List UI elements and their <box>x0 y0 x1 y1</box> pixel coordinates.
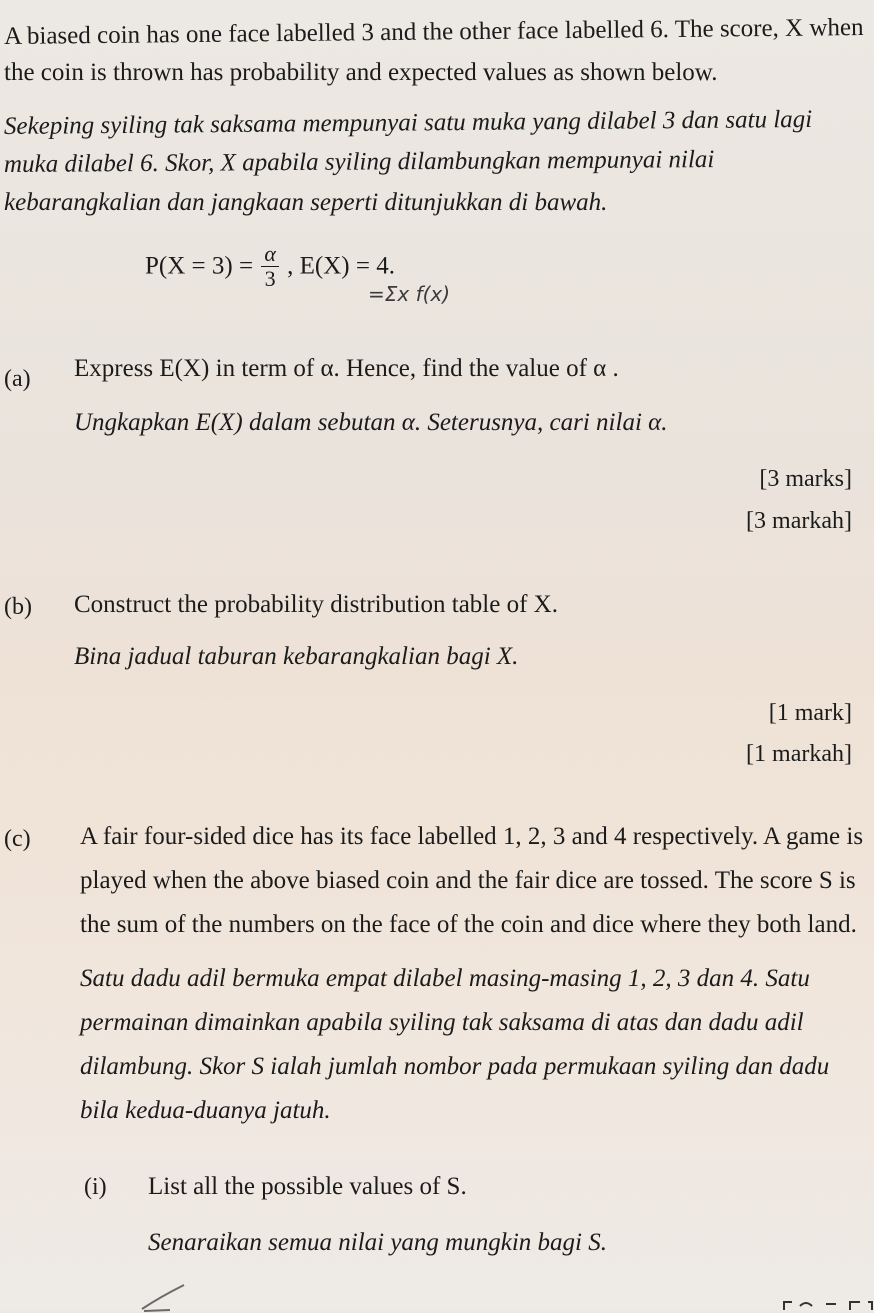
part-c-english-line-3: the sum of the numbers on the face of the coin and dice where they both land. <box>80 911 857 938</box>
part-a-marks-english: [3 marks] <box>759 466 852 492</box>
part-c-english-line-2: played when the above biased coin and the fair dice are tossed. The score S is <box>80 867 856 894</box>
intro-malay-line-2: muka dilabel 6. Skor, X apabila syiling dilambungkan mempunyai nilai <box>3 146 715 178</box>
part-c-i-malay: Senaraikan semua nilai yang mungkin bagi S. <box>148 1229 607 1256</box>
part-b-label: (b) <box>4 594 32 620</box>
part-a-label: (a) <box>4 366 31 392</box>
part-a-english: Express E(X) in term of α. Hence, find the value of α . <box>74 355 619 382</box>
intro-english-line-1: A biased coin has one face labelled 3 and the other face labelled 6. The score, X when <box>3 13 864 50</box>
fraction-denominator: 3 <box>264 266 276 291</box>
probability-formula <box>145 242 395 302</box>
part-b-marks-english: [1 mark] <box>768 700 852 726</box>
part-c-malay-line-1: Satu dadu adil bermuka empat dilabel masing-masing 1, 2, 3 dan 4. Satu <box>80 965 810 992</box>
part-b-marks-malay: [1 markah] <box>746 741 852 767</box>
part-c-malay-line-4: bila kedua-duanya jatuh. <box>80 1097 331 1124</box>
part-c-malay-line-2: permainan dimainkan apabila syiling tak saksama di atas dan dadu adil <box>80 1009 804 1036</box>
fraction-numerator: α <box>261 242 279 267</box>
part-c-malay-line-3: dilambung. Skor S ialah jumlah nombor pada permukaan syiling dan dadu <box>80 1053 830 1080</box>
formula-rhs: , E(X) = 4. <box>287 252 395 280</box>
part-b-malay: Bina jadual taburan kebarangkalian bagi X. <box>74 643 519 670</box>
formula-fraction <box>261 242 279 291</box>
part-b-english: Construct the probability distribution table of X. <box>74 591 558 618</box>
intro-malay-line-1: Sekeping syiling tak saksama mempunyai satu muka yang dilabel 3 dan satu lagi <box>3 105 813 140</box>
intro-english-line-2: the coin is thrown has probability and expected values as shown below. <box>4 59 718 86</box>
part-c-i-label: (i) <box>84 1174 107 1200</box>
part-c-english-line-1: A fair four-sided dice has its face labelled 1, 2, 3 and 4 respectively. A game is <box>80 823 864 850</box>
cut-off-marks-bracket <box>780 1298 874 1311</box>
part-c-i-english: List all the possible values of S. <box>148 1173 467 1200</box>
part-a-malay: Ungkapkan E(X) dalam sebutan α. Seterusnya, cari nilai α. <box>74 409 668 436</box>
intro-malay-line-3: kebarangkalian dan jangkaan seperti ditunjukkan di bawah. <box>4 189 608 216</box>
formula-lhs: P(X = 3) = <box>145 252 254 280</box>
part-a-marks-malay: [3 markah] <box>746 508 852 534</box>
pencil-mark <box>140 1283 190 1313</box>
part-c-label: (c) <box>4 826 31 852</box>
handwritten-note: =Σx f(x) <box>368 282 451 306</box>
